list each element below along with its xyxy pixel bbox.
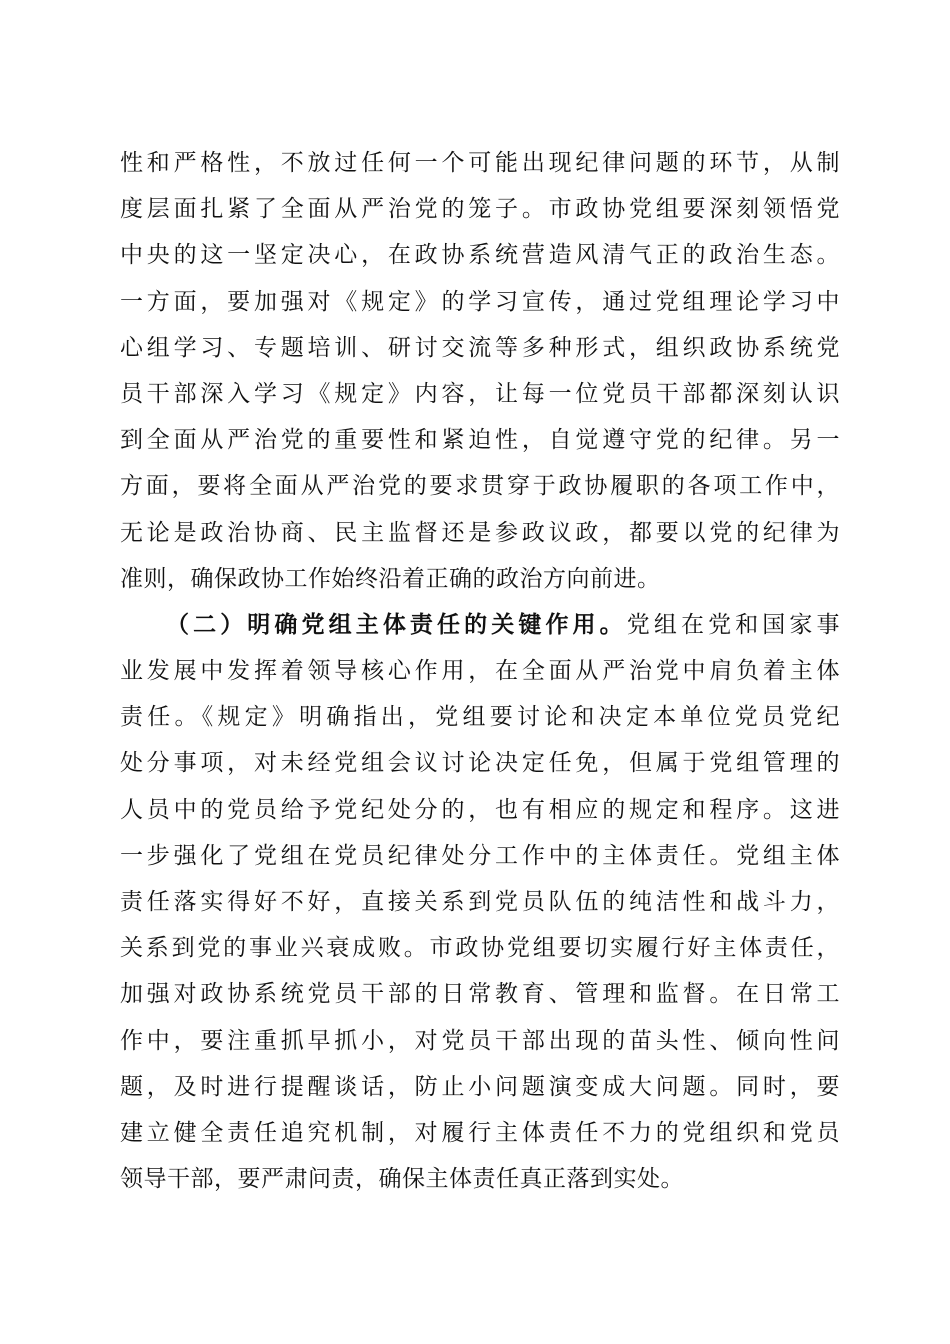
paragraph-1-line-6: 员干部深入学习《规定》内容，让每一位党员干部都深刻认识 [120,380,840,407]
document-body [120,140,840,1202]
paragraph-1-line-9: 无论是政治协商、民主监督还是参政议政，都要以党的纪律为 [120,519,840,546]
paragraph-2-line-2: 业发展中发挥着领导核心作用，在全面从严治党中肩负着主体 [120,658,840,685]
paragraph-2-line-5: 人员中的党员给予党纪处分的，也有相应的规定和程序。这进 [120,796,840,823]
paragraph-2-line-9: 加强对政协系统党员干部的日常教育、管理和监督。在日常工 [120,981,840,1008]
paragraph-2-line-8: 关系到党的事业兴衰成败。市政协党组要切实履行好主体责任， [120,935,840,962]
paragraph-2-line-12: 建立健全责任追究机制，对履行主体责任不力的党组织和党员 [120,1119,840,1146]
paragraph-1-line-5: 心组学习、专题培训、研讨交流等多种形式，组织政协系统党 [120,334,840,361]
paragraph-1-line-4: 一方面，要加强对《规定》的学习宣传，通过党组理论学习中 [120,288,840,315]
section-heading: （二）明确党组主体责任的关键作用。 [166,611,627,638]
paragraph-2-first-line [120,602,840,648]
paragraph-1-line-1: 性和严格性，不放过任何一个可能出现纪律问题的环节，从制 [120,150,840,176]
paragraph-1-line-2: 度层面扎紧了全面从严治党的笼子。市政协党组要深刻领悟党 [120,196,840,223]
paragraph-2-line-3: 责任。《规定》明确指出，党组要讨论和决定本单位党员党纪 [120,704,840,731]
paragraph-2-line-13: 领导干部，要严肃问责，确保主体责任真正落到实处。 [120,1166,684,1193]
paragraph-1-line-10: 准则，确保政协工作始终沿着正确的政治方向前进。 [120,565,661,592]
paragraph-2-line-6: 一步强化了党组在党员纪律处分工作中的主体责任。党组主体 [120,842,840,869]
paragraph-2-line-7: 责任落实得好不好，直接关系到党员队伍的纯洁性和战斗力， [120,889,840,915]
paragraph-1-line-7: 到全面从严治党的重要性和紧迫性，自觉遵守党的纪律。另一 [120,427,840,454]
paragraph-2-line-10: 作中，要注重抓早抓小，对党员干部出现的苗头性、倾向性问 [120,1027,840,1054]
paragraph-1-line-3: 中央的这一坚定决心，在政协系统营造风清气正的政治生态。 [120,242,840,269]
paragraph-1-line-8: 方面，要将全面从严治党的要求贯穿于政协履职的各项工作中， [120,473,840,500]
paragraph-2-line-4: 处分事项，对未经党组会议讨论决定任免，但属于党组管理的 [120,750,840,777]
paragraph-2-first-line-text: 党组在党和国家事 [626,611,841,638]
paragraph-2-line-11: 题，及时进行提醒谈话，防止小问题演变成大问题。同时，要 [120,1073,840,1100]
